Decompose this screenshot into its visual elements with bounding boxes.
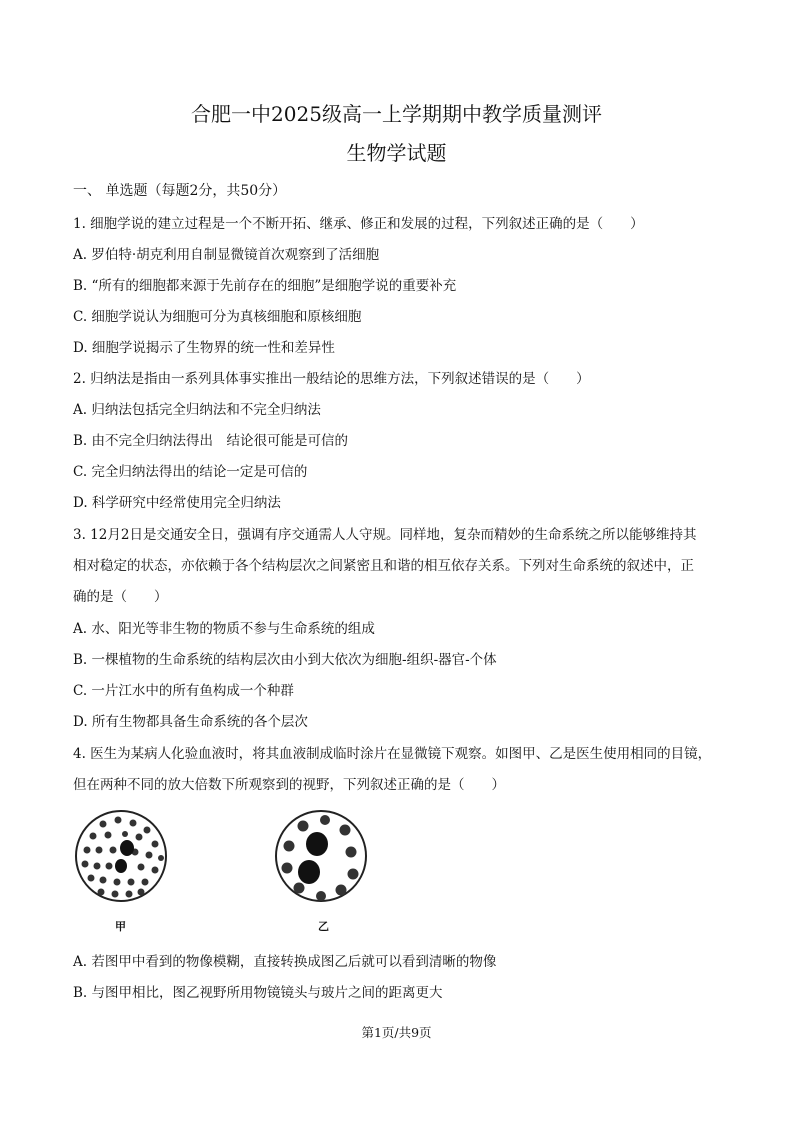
question-3-stem-line-1: 3. 12月2日是交通安全日，强调有序交通需人人守规。同样地，复杂而精妙的生命系统之所以能够维持其 (73, 527, 697, 543)
q3-option-c: C. 一片江水中的所有鱼构成一个种群 (73, 683, 294, 699)
question-4-stem-line-2: 但在两种不同的放大倍数下所观察到的视野，下列叙述正确的是（ ） (73, 777, 505, 793)
field-outline (76, 811, 166, 901)
figure-label-jia: 甲 (115, 920, 126, 933)
q4-option-a: A. 若图甲中看到的物像模糊，直接转换成图乙后就可以看到清晰的物像 (73, 954, 497, 970)
q3-option-a: A. 水、阳光等非生物的物质不参与生命系统的组成 (73, 621, 375, 637)
q1-option-b: B. “所有的细胞都来源于先前存在的细胞”是细胞学说的重要补充 (73, 278, 457, 294)
microscope-field-yi (273, 806, 369, 912)
q1-option-d: D. 细胞学说揭示了生物界的统一性和差异性 (73, 340, 335, 356)
question-2-stem: 2. 归纳法是指由一系列具体事实推出一般结论的思维方法，下列叙述错误的是（ ） (73, 371, 590, 387)
exam-subtitle: 生物学试题 (346, 141, 447, 165)
question-3-stem-line-2: 相对稳定的状态，亦依赖于各个结构层次之间紧密且和谐的相互依存关系。下列对生命系统的叙述中，正 (73, 558, 694, 574)
exam-title: 合肥一中2025级高一上学期期中教学质量测评 (191, 102, 602, 126)
q4-option-b: B. 与图甲相比，图乙视野所用物镜镜头与玻片之间的距离更大 (73, 985, 443, 1001)
q2-option-a: A. 归纳法包括完全归纳法和不完全归纳法 (73, 402, 321, 418)
q1-option-a: A. 罗伯特·胡克利用自制显微镜首次观察到了活细胞 (73, 247, 380, 263)
question-3-stem-line-3: 确的是（ ） (73, 589, 168, 605)
q3-option-d: D. 所有生物都具备生命系统的各个层次 (73, 714, 308, 730)
q2-option-d: D. 科学研究中经常使用完全归纳法 (73, 495, 281, 511)
question-1-stem: 1. 细胞学说的建立过程是一个不断开拓、继承、修正和发展的过程，下列叙述正确的是（ ） (73, 216, 644, 232)
figure-label-yi: 乙 (318, 920, 329, 933)
microscope-field-jia (73, 806, 169, 912)
q2-option-b: B. 由不完全归纳法得出 结论很可能是可信的 (73, 433, 349, 449)
page-number: 第1页/共9页 (361, 1025, 432, 1040)
question-4-stem-line-1: 4. 医生为某病人化验血液时，将其血液制成临时涂片在显微镜下观察。如图甲、乙是医生使用相同的目镜， (73, 746, 712, 762)
section-heading: 一、 单选题（每题2分，共50分） (73, 183, 287, 199)
q2-option-c: C. 完全归纳法得出的结论一定是可信的 (73, 464, 308, 480)
q1-option-c: C. 细胞学说认为细胞可分为真核细胞和原核细胞 (73, 309, 362, 325)
q3-option-b: B. 一棵植物的生命系统的结构层次由小到大依次为细胞-组织-器官-个体 (73, 652, 497, 668)
